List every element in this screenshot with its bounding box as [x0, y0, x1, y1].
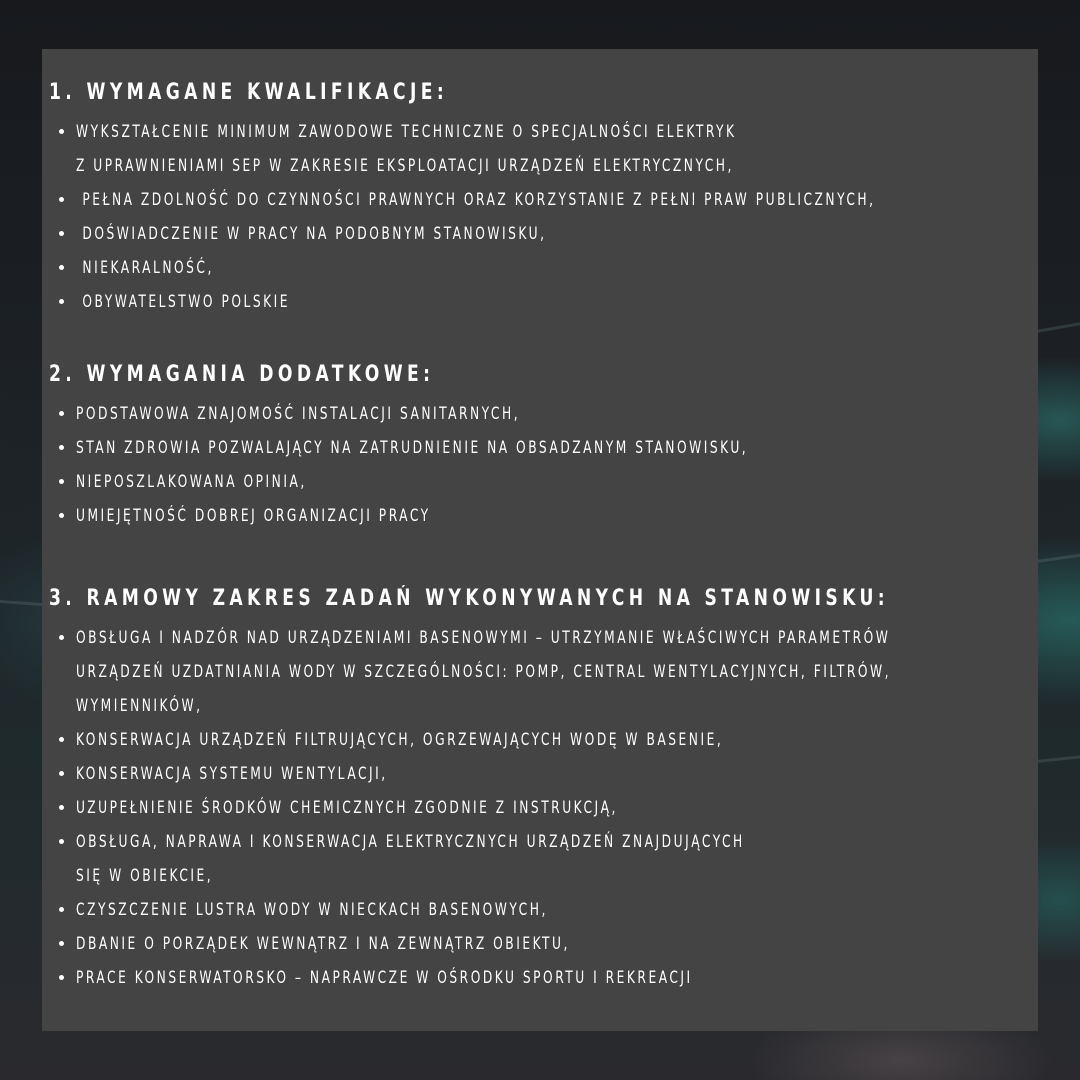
list-item-text: DBANIE O PORZĄDEK WEWNĄTRZ I NA ZEWNĄTRZ OBIEKTU,	[76, 934, 570, 954]
list-item	[42, 825, 1080, 893]
scope-of-duties-list	[42, 621, 1080, 995]
bullet-icon	[59, 445, 64, 450]
list-item	[42, 285, 1075, 319]
background-streak	[1036, 320, 1080, 333]
background-streak	[1036, 552, 1080, 563]
list-item-text: OBSŁUGA, NAPRAWA I KONSERWACJA ELEKTRYCZNYCH URZĄDZEŃ ZNAJDUJĄCYCH	[76, 832, 745, 852]
list-item-text: PRACE KONSERWATORSKO – NAPRAWCZE W OŚRODKU SPORTU I REKREACJI	[76, 968, 693, 988]
bullet-icon	[59, 907, 64, 912]
list-item	[42, 621, 1080, 723]
bullet-icon	[59, 635, 64, 640]
bullet-icon	[59, 265, 64, 270]
list-item-text: PEŁNA ZDOLNOŚĆ DO CZYNNOŚCI PRAWNYCH ORAZ KORZYSTANIE Z PEŁNI PRAW PUBLICZNYCH,	[82, 190, 876, 210]
list-item-text: OBSŁUGA I NADZÓR NAD URZĄDZENIAMI BASENOWYMI – UTRZYMANIE WŁAŚCIWYCH PARAMETRÓW	[76, 628, 891, 648]
list-item-text: WYMIENNIKÓW,	[76, 696, 203, 716]
bullet-icon	[59, 839, 64, 844]
list-item	[42, 465, 916, 499]
list-item-text: OBYWATELSTWO POLSKIE	[82, 292, 291, 312]
list-item-text: KONSERWACJA SYSTEMU WENTYLACJI,	[76, 764, 388, 784]
list-item-text: NIEKARALNOŚĆ,	[82, 258, 214, 278]
list-item	[42, 397, 916, 431]
list-item-text: PODSTAWOWA ZNAJOMOŚĆ INSTALACJI SANITARNYCH,	[76, 404, 521, 424]
list-item	[42, 791, 1080, 825]
section-heading-scope-of-duties: 3. RAMOWY ZAKRES ZADAŃ WYKONYWANYCH NA STANOWISKU:	[49, 586, 890, 611]
bullet-icon	[59, 771, 64, 776]
bullet-icon	[59, 975, 64, 980]
list-item-text: STAN ZDROWIA POZWALAJĄCY NA ZATRUDNIENIE NA OBSADZANYM STANOWISKU,	[76, 438, 749, 458]
bullet-icon	[59, 411, 64, 416]
list-item	[42, 757, 1080, 791]
list-item	[42, 961, 1080, 995]
bullet-icon	[59, 231, 64, 236]
bullet-icon	[59, 513, 64, 518]
bullet-icon	[59, 197, 64, 202]
list-item	[42, 499, 916, 533]
list-item-text: URZĄDZEŃ UZDATNIANIA WODY W SZCZEGÓLNOŚCI: POMP, CENTRAL WENTYLACYJNYCH, FILTRÓW,	[76, 662, 892, 682]
list-item-text: KONSERWACJA URZĄDZEŃ FILTRUJĄCYCH, OGRZEWAJĄCYCH WODĘ W BASENIE,	[76, 730, 724, 750]
list-item-text: SIĘ W OBIEKCIE,	[76, 866, 214, 886]
list-item	[42, 183, 1075, 217]
list-item-text: UMIEJĘTNOŚĆ DOBREJ ORGANIZACJI PRACY	[76, 506, 431, 526]
qualifications-list	[42, 115, 1075, 319]
list-item-text: DOŚWIADCZENIE W PRACY NA PODOBNYM STANOWISKU,	[82, 224, 547, 244]
bullet-icon	[59, 299, 64, 304]
list-item-text: Z UPRAWNIENIAMI SEP W ZAKRESIE EKSPLOATACJI URZĄDZEŃ ELEKTRYCZNYCH,	[76, 156, 734, 176]
list-item-text: NIEPOSZLAKOWANA OPINIA,	[76, 472, 307, 492]
list-item	[42, 251, 1075, 285]
additional-requirements-list	[42, 397, 916, 533]
content-panel	[42, 49, 1038, 1031]
section-heading-additional-requirements: 2. WYMAGANIA DODATKOWE:	[49, 362, 435, 387]
list-item	[42, 893, 1080, 927]
list-item-text: UZUPEŁNIENIE ŚRODKÓW CHEMICZNYCH ZGODNIE Z INSTRUKCJĄ,	[76, 798, 618, 818]
list-item	[42, 217, 1075, 251]
list-item	[42, 927, 1080, 961]
bullet-icon	[59, 129, 64, 134]
list-item	[42, 431, 916, 465]
bullet-icon	[59, 941, 64, 946]
list-item-text: CZYSZCZENIE LUSTRA WODY W NIECKACH BASENOWYCH,	[76, 900, 548, 920]
bullet-icon	[59, 805, 64, 810]
bullet-icon	[59, 479, 64, 484]
section-heading-qualifications: 1. WYMAGANE KWALIFIKACJE:	[49, 80, 449, 105]
list-item-text: WYKSZTAŁCENIE MINIMUM ZAWODOWE TECHNICZNE O SPECJALNOŚCI ELEKTRYK	[76, 122, 737, 142]
bullet-icon	[59, 737, 64, 742]
list-item	[42, 723, 1080, 757]
background-streak	[0, 600, 44, 606]
list-item	[42, 115, 1075, 183]
